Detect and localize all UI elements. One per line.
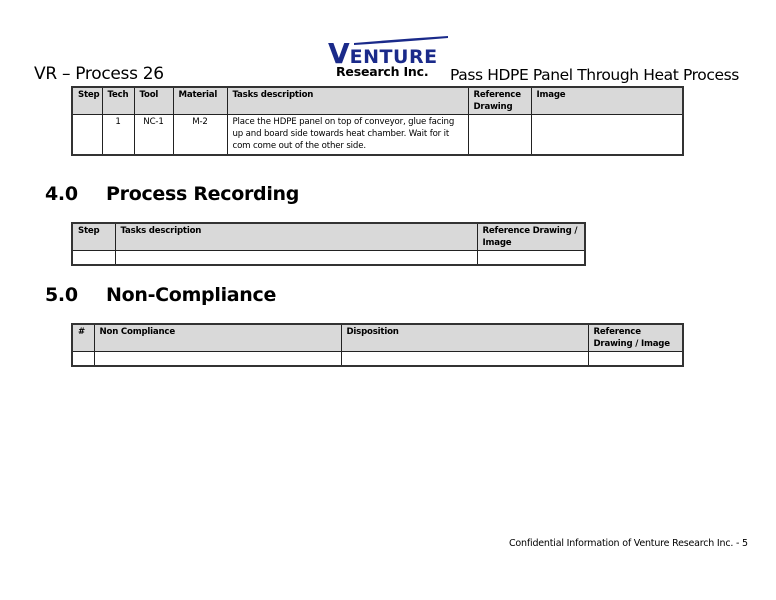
cell-material: M-2 <box>173 115 227 155</box>
col-header-disposition: Disposition <box>341 324 588 352</box>
document-subtitle: Pass HDPE Panel Through Heat Process <box>450 66 739 84</box>
cell-disposition <box>341 352 588 366</box>
cell-tech: 1 <box>102 115 134 155</box>
section-number: 5.0 <box>45 284 78 306</box>
cell-reference <box>588 352 683 366</box>
table-header-row <box>72 223 585 251</box>
table-row <box>72 251 585 265</box>
cell-non-compliance <box>94 352 341 366</box>
section-title: Non-Compliance <box>106 284 277 306</box>
cell-number <box>72 352 94 366</box>
non-compliance-table <box>71 323 684 367</box>
process-recording-table <box>71 222 586 266</box>
col-header-tasks: Tasks description <box>115 223 477 251</box>
document-title: VR – Process 26 <box>34 64 164 84</box>
process-table <box>71 86 684 156</box>
cell-tasks-description: Place the HDPE panel on top of conveyor, glue facing up and board side towards heat chamber. Wait for it com come out of the other side. <box>227 115 468 155</box>
logo-tagline: Research Inc. <box>336 64 429 79</box>
cell-tool: NC-1 <box>134 115 173 155</box>
col-header-reference: Reference Drawing / Image <box>588 324 683 352</box>
col-header-non-compliance: Non Compliance <box>94 324 341 352</box>
cell-tasks <box>115 251 477 265</box>
logo-word: ENTURE <box>349 46 438 68</box>
company-logo <box>326 36 456 84</box>
logo-initial: V <box>328 37 350 70</box>
col-header-image: Image <box>531 87 683 115</box>
col-header-tasks: Tasks description <box>227 87 468 115</box>
col-header-tech: Tech <box>102 87 134 115</box>
col-header-reference-drawing: Reference Drawing <box>468 87 531 115</box>
section-title: Process Recording <box>106 183 300 205</box>
col-header-material: Material <box>173 87 227 115</box>
cell-step <box>72 115 102 155</box>
section-number: 4.0 <box>45 183 78 205</box>
table-header-row <box>72 324 683 352</box>
cell-reference <box>477 251 585 265</box>
col-header-step: Step <box>72 87 102 115</box>
col-header-step: Step <box>72 223 115 251</box>
table-header-row <box>72 87 683 115</box>
table-row <box>72 115 683 155</box>
cell-reference-drawing <box>468 115 531 155</box>
col-header-tool: Tool <box>134 87 173 115</box>
cell-step <box>72 251 115 265</box>
table-row <box>72 352 683 366</box>
col-header-number: # <box>72 324 94 352</box>
page-footer: Confidential Information of Venture Research Inc. - 5 <box>509 538 748 549</box>
cell-image <box>531 115 683 155</box>
col-header-reference: Reference Drawing / Image <box>477 223 585 251</box>
